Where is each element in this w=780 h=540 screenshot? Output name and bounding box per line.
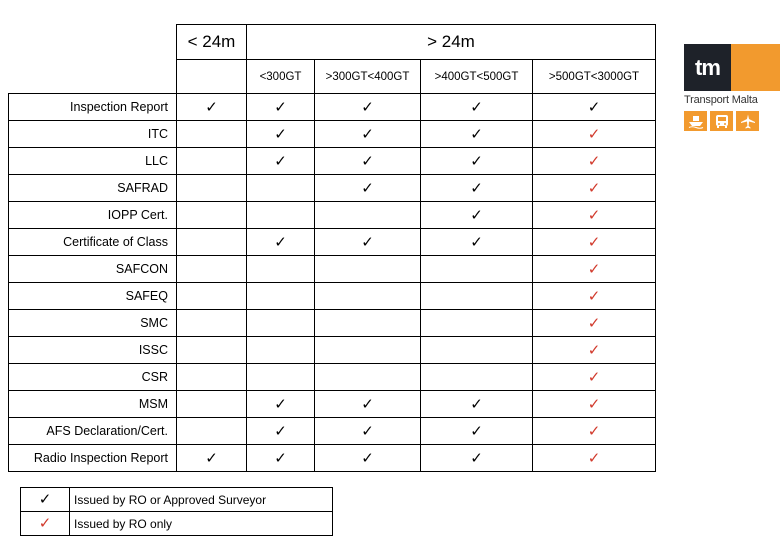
red-tick-icon: ✓	[587, 314, 601, 332]
black-tick-icon: ✓	[361, 152, 374, 170]
mark-cell	[421, 283, 533, 310]
mark-cell	[247, 418, 315, 445]
mark-cell	[533, 94, 656, 121]
mark-cell	[247, 256, 315, 283]
black-tick-icon: ✓	[274, 449, 287, 467]
mark-cell	[315, 310, 421, 337]
mark-cell	[421, 418, 533, 445]
mark-cell	[533, 391, 656, 418]
mark-cell	[315, 391, 421, 418]
black-tick-icon: ✓	[274, 395, 287, 413]
corner-cell	[9, 25, 177, 60]
table-row	[9, 229, 656, 256]
red-tick-icon: ✓	[587, 179, 601, 197]
certificates-table	[8, 24, 656, 472]
logo-abbr: tm	[684, 44, 731, 91]
size-header-500-3000: >500GT<3000GT	[533, 60, 656, 94]
mark-cell	[421, 229, 533, 256]
table-row	[9, 121, 656, 148]
bus-icon	[710, 111, 733, 131]
red-tick-icon: ✓	[587, 341, 601, 359]
mark-cell	[177, 445, 247, 472]
mark-cell	[247, 94, 315, 121]
mark-cell	[247, 229, 315, 256]
row-label: IOPP Cert.	[9, 202, 177, 229]
mark-cell	[533, 418, 656, 445]
black-tick-icon: ✓	[361, 233, 374, 251]
black-tick-icon: ✓	[470, 395, 483, 413]
table-row	[9, 148, 656, 175]
ship-icon	[684, 111, 707, 131]
row-label: Radio Inspection Report	[9, 445, 177, 472]
size-header-300: <300GT	[247, 60, 315, 94]
mark-cell	[247, 364, 315, 391]
red-tick-icon: ✓	[587, 449, 601, 467]
black-tick-icon: ✓	[361, 395, 374, 413]
table-row	[9, 283, 656, 310]
red-tick-icon: ✓	[587, 260, 601, 278]
black-tick-icon: ✓	[470, 125, 483, 143]
black-tick-icon: ✓	[274, 422, 287, 440]
mark-cell	[247, 202, 315, 229]
mark-cell	[421, 310, 533, 337]
table-row	[9, 364, 656, 391]
row-label: ITC	[9, 121, 177, 148]
row-label: SAFCON	[9, 256, 177, 283]
row-label: Inspection Report	[9, 94, 177, 121]
row-label: Certificate of Class	[9, 229, 177, 256]
mark-cell	[315, 229, 421, 256]
logo-orange-block	[731, 44, 780, 91]
table-row	[9, 445, 656, 472]
table-row	[9, 391, 656, 418]
mark-cell	[315, 337, 421, 364]
mark-cell	[533, 256, 656, 283]
red-tick-icon: ✓	[587, 287, 601, 305]
black-tick-icon: ✓	[274, 125, 287, 143]
row-label: LLC	[9, 148, 177, 175]
black-tick-icon: ✓	[587, 98, 601, 116]
mark-cell	[315, 445, 421, 472]
black-tick-icon: ✓	[274, 152, 287, 170]
red-tick-icon: ✓	[587, 125, 601, 143]
mark-cell	[247, 445, 315, 472]
mark-cell	[177, 175, 247, 202]
legend	[20, 487, 333, 536]
mark-cell	[533, 175, 656, 202]
mark-cell	[315, 202, 421, 229]
mark-cell	[533, 337, 656, 364]
size-header-300-400: >300GT<400GT	[315, 60, 421, 94]
black-tick-icon: ✓	[38, 491, 52, 508]
black-tick-icon: ✓	[274, 98, 287, 116]
transport-malta-logo	[684, 44, 780, 131]
mark-cell	[315, 175, 421, 202]
size-header-400-500: >400GT<500GT	[421, 60, 533, 94]
black-tick-icon: ✓	[205, 98, 218, 116]
logo-name: Transport Malta	[684, 94, 758, 106]
mark-cell	[177, 121, 247, 148]
size-header-row	[9, 60, 656, 94]
row-label: SAFRAD	[9, 175, 177, 202]
black-tick-icon: ✓	[361, 98, 374, 116]
mark-cell	[315, 256, 421, 283]
mark-cell	[421, 148, 533, 175]
row-label: AFS Declaration/Cert.	[9, 418, 177, 445]
mark-cell	[247, 391, 315, 418]
red-tick-icon: ✓	[587, 368, 601, 386]
legend-text: Issued by RO or Approved Surveyor	[70, 488, 333, 512]
mark-cell	[533, 229, 656, 256]
mark-cell	[533, 310, 656, 337]
mark-cell	[177, 283, 247, 310]
size-header-empty	[177, 60, 247, 94]
mark-cell	[177, 337, 247, 364]
red-tick-icon: ✓	[587, 206, 601, 224]
black-tick-icon: ✓	[470, 206, 483, 224]
mark-cell	[533, 202, 656, 229]
mark-cell	[315, 94, 421, 121]
legend-symbol	[21, 488, 70, 512]
red-tick-icon: ✓	[587, 422, 601, 440]
row-label: MSM	[9, 391, 177, 418]
mark-cell	[315, 148, 421, 175]
mark-cell	[247, 121, 315, 148]
table-row	[9, 418, 656, 445]
mark-cell	[421, 94, 533, 121]
plane-icon	[736, 111, 759, 131]
table-row	[9, 202, 656, 229]
black-tick-icon: ✓	[470, 152, 483, 170]
red-tick-icon: ✓	[587, 152, 601, 170]
table-row	[9, 337, 656, 364]
black-tick-icon: ✓	[274, 233, 287, 251]
corner-cell	[9, 60, 177, 94]
mark-cell	[421, 337, 533, 364]
table-row	[9, 175, 656, 202]
mark-cell	[315, 418, 421, 445]
red-tick-icon: ✓	[587, 395, 601, 413]
black-tick-icon: ✓	[361, 179, 374, 197]
mark-cell	[247, 283, 315, 310]
table-row	[9, 94, 656, 121]
length-header-row	[9, 25, 656, 60]
mark-cell	[177, 148, 247, 175]
mark-cell	[247, 337, 315, 364]
mark-cell	[533, 364, 656, 391]
black-tick-icon: ✓	[361, 449, 374, 467]
black-tick-icon: ✓	[361, 422, 374, 440]
mark-cell	[315, 121, 421, 148]
black-tick-icon: ✓	[470, 449, 483, 467]
mark-cell	[177, 310, 247, 337]
black-tick-icon: ✓	[361, 125, 374, 143]
mark-cell	[247, 310, 315, 337]
table-row	[9, 310, 656, 337]
legend-row	[21, 488, 333, 512]
black-tick-icon: ✓	[205, 449, 218, 467]
black-tick-icon: ✓	[470, 179, 483, 197]
mark-cell	[421, 256, 533, 283]
mark-cell	[421, 175, 533, 202]
black-tick-icon: ✓	[470, 98, 483, 116]
mark-cell	[421, 364, 533, 391]
mark-cell	[315, 283, 421, 310]
row-label: SMC	[9, 310, 177, 337]
mark-cell	[421, 202, 533, 229]
black-tick-icon: ✓	[470, 233, 483, 251]
legend-text: Issued by RO only	[70, 512, 333, 536]
red-tick-icon: ✓	[587, 233, 601, 251]
mark-cell	[177, 391, 247, 418]
table-row	[9, 256, 656, 283]
mark-cell	[177, 94, 247, 121]
mark-cell	[177, 256, 247, 283]
mark-cell	[177, 202, 247, 229]
mark-cell	[315, 364, 421, 391]
legend-row	[21, 512, 333, 536]
mark-cell	[177, 418, 247, 445]
black-tick-icon: ✓	[470, 422, 483, 440]
logo-icons	[684, 111, 780, 131]
mark-cell	[247, 148, 315, 175]
mark-cell	[421, 391, 533, 418]
mark-cell	[533, 283, 656, 310]
logo-mark	[684, 44, 780, 91]
red-tick-icon: ✓	[38, 515, 52, 532]
mark-cell	[177, 364, 247, 391]
legend-symbol	[21, 512, 70, 536]
mark-cell	[533, 148, 656, 175]
mark-cell	[533, 121, 656, 148]
row-label: CSR	[9, 364, 177, 391]
mark-cell	[247, 175, 315, 202]
certificates-table-body	[9, 25, 656, 472]
mark-cell	[421, 121, 533, 148]
row-label: ISSC	[9, 337, 177, 364]
mark-cell	[421, 445, 533, 472]
row-label: SAFEQ	[9, 283, 177, 310]
header-under-24m: < 24m	[177, 25, 247, 60]
header-over-24m: > 24m	[247, 25, 656, 60]
mark-cell	[177, 229, 247, 256]
mark-cell	[533, 445, 656, 472]
